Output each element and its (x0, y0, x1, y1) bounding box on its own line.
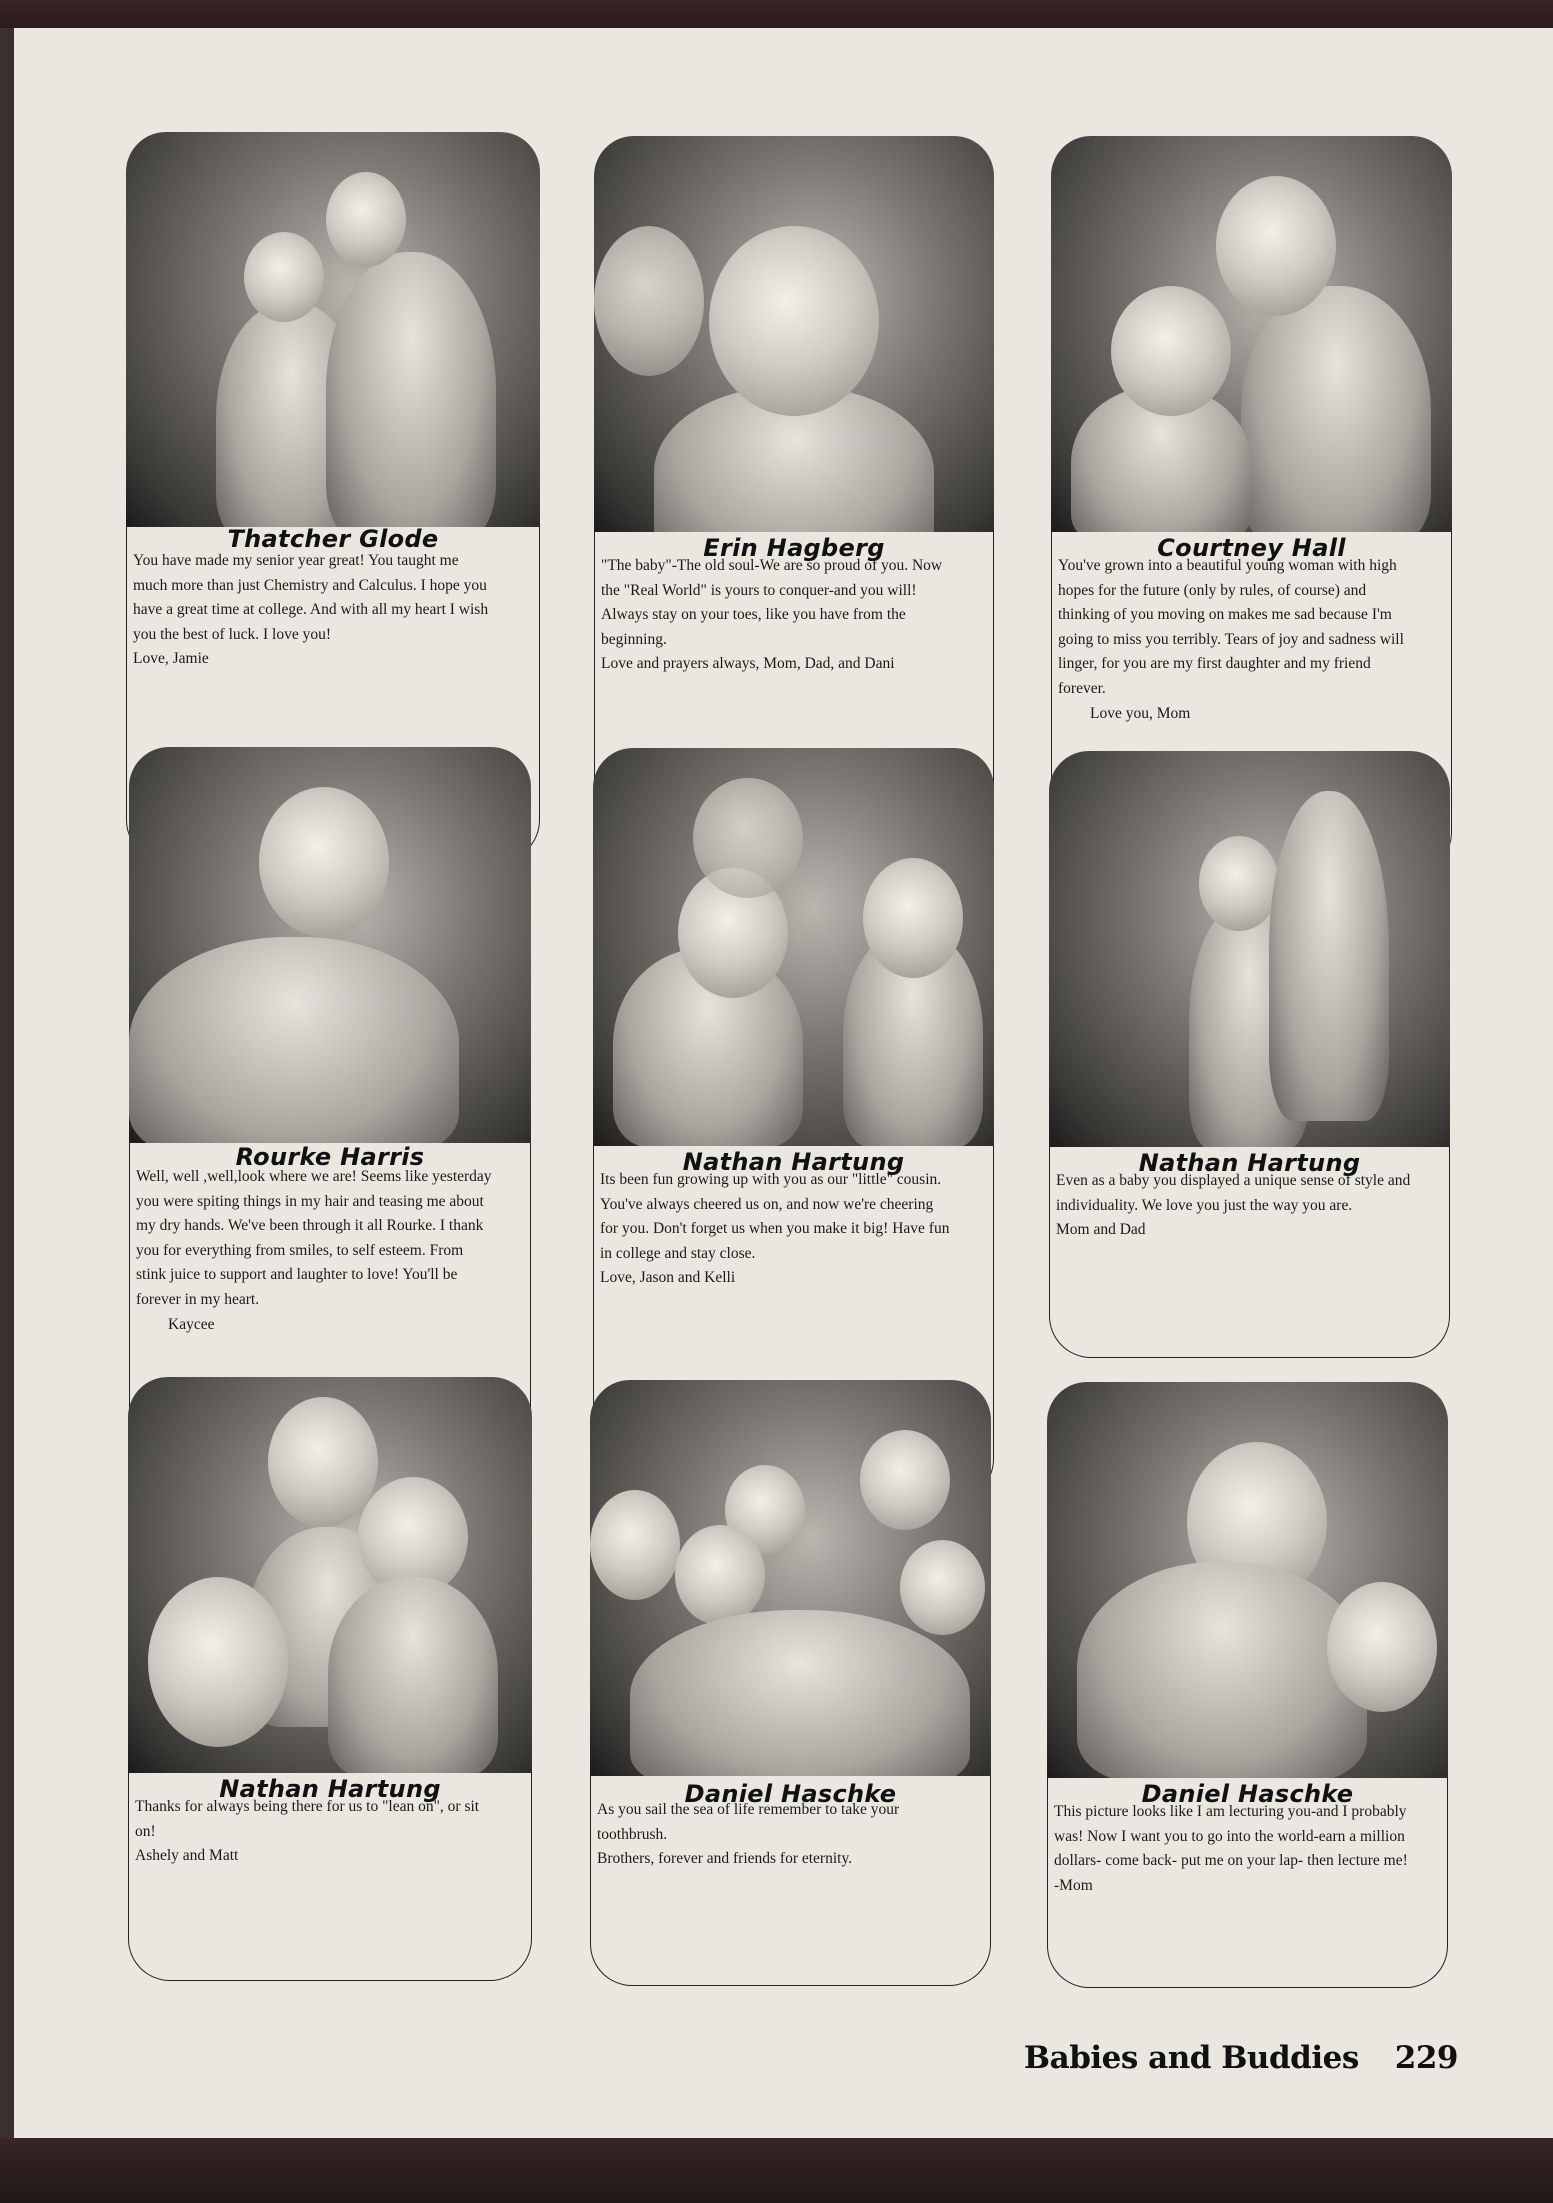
tribute-photo (594, 136, 994, 532)
tribute-signature: Kaycee (168, 1315, 215, 1333)
tribute-signature: Ashely and Matt (135, 1847, 239, 1865)
tribute-signature: Brothers, forever and friends for eternity. (597, 1850, 853, 1868)
tribute-photo (126, 132, 540, 527)
tribute-message: As you sail the sea of life remember to take your toothbrush. Brothers, forever and friends for eternity. (597, 1798, 982, 1872)
tribute-message: Thanks for always being there for us to "lean on", or sit on! Ashely and Matt (135, 1795, 523, 1869)
student-name: Daniel Haschke (1141, 1780, 1354, 1808)
student-name: Thatcher Glode (227, 525, 439, 553)
student-name: Daniel Haschke (684, 1780, 897, 1808)
student-name: Nathan Hartung (1138, 1149, 1361, 1177)
tribute-photo (128, 1377, 532, 1773)
tribute-message: Well, well ,well,look where we are! Seems like yesterday you were spiting things in my hair and teasing me about my dry hands. We've been through it all Rourke. I thank you for everything from smiles, to self esteem. From stink juice to support and laughter to love! You'll be forever in my heart. Kaycee (136, 1165, 522, 1337)
tribute-message-box (1049, 1147, 1450, 1358)
tribute-signature: Love you, Mom (1090, 704, 1191, 722)
tribute-signature: Love, Jason and Kelli (600, 1269, 736, 1287)
tribute-message-box (1047, 1778, 1448, 1988)
tribute-photo (1049, 751, 1450, 1147)
tribute-photo (1051, 136, 1452, 532)
tribute-message: You have made my senior year great! You taught me much more than just Chemistry and Calculus. I hope you have a great time at college. And with all my heart I wish you the best of luck. I love you! Love, Jamie (133, 549, 531, 672)
tribute-photo (1047, 1382, 1448, 1778)
tribute-signature: Love, Jamie (133, 650, 209, 668)
tribute-message: You've grown into a beautiful young woman with high hopes for the future (only by rules, of course) and thinking of you moving on makes me sad because I'm going to miss you terribly. Tears of joy and sadness will linger, for you are my first daughter and my friend forever. Love you, Mom (1058, 554, 1443, 726)
tribute-message: Its been fun growing up with you as our "little" cousin. You've always cheered us on, and now we're cheering for you. Don't forget us when you make it big! Have fun in college and stay close. Love, Jason and Kelli (600, 1168, 985, 1291)
tribute-message-box (590, 1776, 991, 1986)
tribute-message: Even as a baby you displayed a unique sense of style and individuality. We love you just the way you are. Mom and Dad (1056, 1169, 1441, 1243)
page-bottom-edge (0, 2138, 1553, 2203)
section-title: Babies and Buddies (1023, 2040, 1359, 2076)
student-name: Courtney Hall (1157, 534, 1346, 562)
tribute-signature: -Mom (1054, 1876, 1093, 1894)
student-name: Rourke Harris (235, 1143, 425, 1171)
student-name: Nathan Hartung (219, 1775, 441, 1803)
tribute-message: This picture looks like I am lecturing you-and I probably was! Now I want you to go into the world-earn a million dollars- come back- put me on your lap- then lecture me! -Mom (1054, 1800, 1439, 1898)
tribute-message-box (128, 1773, 532, 1981)
page-top-edge (0, 0, 1553, 28)
tribute-signature: Love and prayers always, Mom, Dad, and Dani (601, 655, 895, 673)
page-footer (1024, 2040, 1458, 2076)
tribute-signature: Mom and Dad (1056, 1221, 1146, 1239)
tribute-message: "The baby"-The old soul-We are so proud of you. Now the "Real World" is yours to conquer-and you will! Always stay on your toes, like you have from the beginning. Love and prayers always, Mom, Dad, and Dani (601, 554, 985, 677)
student-name: Erin Hagberg (703, 534, 885, 562)
tribute-photo (593, 748, 994, 1146)
tribute-photo (590, 1380, 991, 1776)
student-name: Nathan Hartung (682, 1148, 905, 1176)
page-left-edge (0, 28, 14, 2138)
tribute-photo (129, 747, 531, 1143)
page-number: 229 (1394, 2040, 1458, 2076)
